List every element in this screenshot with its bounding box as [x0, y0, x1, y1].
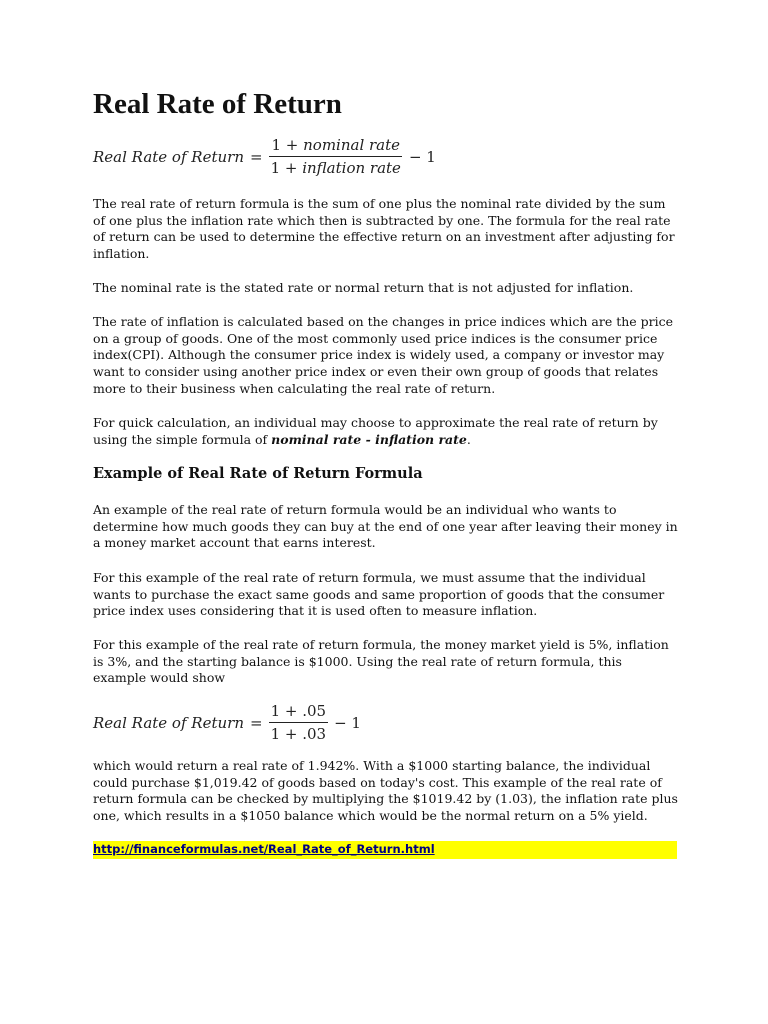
- example-formula-equals: =: [249, 713, 263, 732]
- source-link[interactable]: http://financeformulas.net/Real_Rate_of_Return.html: [93, 842, 435, 856]
- example-paragraph-2: For this example of the real rate of return formula, we must assume that the individual wants to purchase the exact same goods and same proportion of goods that the consumer price index uses considering that it is used often to measure inflation.: [93, 570, 665, 619]
- example-formula: [93, 702, 361, 743]
- example-formula-lhs: Real Rate of Return: [93, 713, 244, 732]
- example-paragraph-1: An example of the real rate of return formula would be an individual who wants to determine how much goods they can buy at the end of one year after leaving their money in a money market account that earns interest.: [93, 502, 678, 551]
- page-title: Real Rate of Return: [93, 88, 342, 120]
- intro-paragraph-2: The nominal rate is the stated rate or normal return that is not adjusted for inflation.: [93, 280, 634, 295]
- source-link-highlight: [93, 841, 677, 859]
- formula-equals: =: [249, 147, 263, 166]
- result-paragraph: which would return a real rate of 1.942%. With a $1000 starting balance, the individual could purchase $1,019.42 of goods based on today's cost. This example of the real rate of return formula can be checked by multiplying the $1019.42 by (1.03), the inflation rate plus one, which results in a $1050 balance which would be the normal return on a 5% yield.: [93, 758, 678, 824]
- example-formula-numerator: 1 + .05: [269, 702, 329, 723]
- example-paragraph-3: For this example of the real rate of return formula, the money market yield is 5%, inflation is 3%, and the starting balance is $1000. Using the real rate of return formula, this example would show: [93, 637, 669, 686]
- example-formula-denominator: 1 + .03: [270, 725, 327, 743]
- real-rate-formula: [93, 136, 436, 177]
- formula-numerator: 1 + nominal rate: [269, 136, 402, 157]
- quick-calc-formula: nominal rate - inflation rate: [271, 431, 467, 447]
- formula-fraction: [269, 136, 403, 177]
- quick-calc-paragraph: For quick calculation, an individual may choose to approximate the real rate of return by using the simple formula of nominal rate - inflation rate.: [93, 415, 658, 447]
- intro-paragraph-3: The rate of inflation is calculated based on the changes in price indices which are the price on a group of goods. One of the most commonly used price indices is the consumer price index(CPI). Although the consumer price index is widely used, a company or investor may want to consider using another price index or even their own group of goods that relates more to their business when calculating the real rate of return.: [93, 314, 674, 396]
- example-formula-tail: − 1: [334, 713, 361, 732]
- formula-denominator: 1 + inflation rate: [270, 159, 401, 177]
- example-formula-fraction: [269, 702, 329, 743]
- formula-lhs: Real Rate of Return: [93, 147, 244, 166]
- intro-paragraph-1: The real rate of return formula is the sum of one plus the nominal rate divided by the sum of one plus the inflation rate which then is subtracted by one. The formula for the real rate of return can be used to determine the effective return on an investment after adjusting for inflation.: [93, 196, 675, 262]
- formula-tail: − 1: [408, 147, 436, 166]
- example-heading: Example of Real Rate of Return Formula: [93, 465, 423, 482]
